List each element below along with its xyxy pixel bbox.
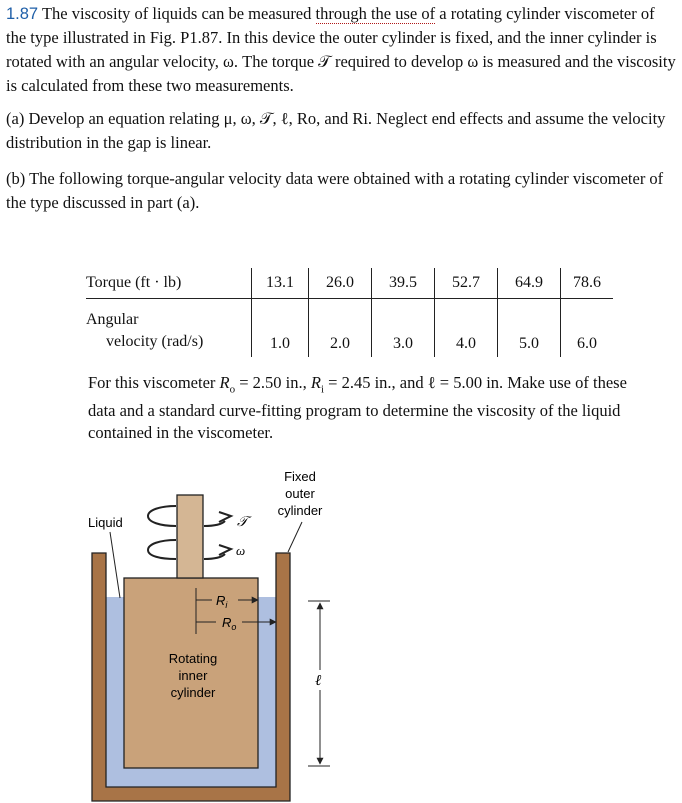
note-text-3: = 2.45 in., and ℓ = 5.00 in. Make use of these data and a standard curve-fitting program to determine the viscosity of the liquid contained in the viscometer. <box>88 373 627 443</box>
viscometer-figure <box>0 460 682 803</box>
note-text-1: For this viscometer <box>88 373 220 392</box>
ro-label: $R_o$ <box>222 615 237 632</box>
omega-symbol: ω <box>236 543 246 558</box>
problem-intro <box>6 2 678 98</box>
inner-label-3: cylinder <box>170 685 216 700</box>
intro-text-pre: The viscosity of liquids can be measured <box>41 4 316 23</box>
velocity-cell: 3.0 <box>372 299 435 358</box>
torque-symbol: 𝒯 <box>237 515 248 530</box>
viscometer-note <box>88 372 628 444</box>
liquid-leader <box>110 532 120 598</box>
torque-cell: 64.9 <box>498 268 561 299</box>
problem-number: 1.87 <box>6 5 39 23</box>
velocity-cell: 4.0 <box>435 299 498 358</box>
inner-label-1: Rotating <box>168 651 218 666</box>
velocity-cell: 2.0 <box>309 299 372 358</box>
torque-cell: 39.5 <box>372 268 435 299</box>
velocity-cell: 1.0 <box>252 299 309 358</box>
velocity-cell: 5.0 <box>498 299 561 358</box>
note-ro-symbol: R <box>219 373 230 392</box>
shaft <box>177 495 203 578</box>
intro-text-post: a rotating cylinder viscometer of the type illustrated in Fig. P1.87. In this device the outer cylinder is fixed, and the inner cylinder is rotated with an angular velocity, ω. The torque 𝒯 required to develop ω is measured and the viscosity is calculated from these two measurements. <box>6 4 676 95</box>
part-b: (b) The following torque-angular velocity data were obtained with a rotating cylinder viscometer of the type discussed in part (a). <box>6 169 664 212</box>
part-a: (a) Develop an equation relating μ, ω, 𝒯, ℓ, Ro, and Ri. Neglect end effects and assume the velocity distribution in the gap is linear. <box>6 109 666 152</box>
outer-leader <box>288 522 302 552</box>
velocity-label-line2: velocity (rad/s) <box>106 333 204 350</box>
note-text-2: = 2.50 in., <box>235 373 311 392</box>
intro-text-dotted[interactable]: through the use of <box>315 4 436 23</box>
outer-label-3: cylinder <box>277 503 323 518</box>
inner-label-2: inner <box>178 668 208 683</box>
length-symbol: ℓ <box>315 673 322 689</box>
velocity-row <box>86 299 613 358</box>
torque-cell: 26.0 <box>309 268 372 299</box>
torque-arrowhead <box>219 512 231 522</box>
velocity-label <box>86 299 252 358</box>
note-ri-symbol: R <box>310 373 321 392</box>
ri-label: $R_i$ <box>216 593 228 610</box>
torque-cell: 52.7 <box>435 268 498 299</box>
liquid-label: Liquid <box>88 515 123 530</box>
outer-label-2: outer <box>285 486 315 501</box>
torque-cell: 78.6 <box>561 268 614 299</box>
torque-cell: 13.1 <box>252 268 309 299</box>
torque-label: Torque (ft · lb) <box>86 268 252 299</box>
velocity-label-line1: Angular <box>86 311 139 328</box>
torque-row <box>86 268 613 299</box>
note-ro-sub: o <box>229 383 236 396</box>
velocity-cell: 6.0 <box>561 299 614 358</box>
note-ri-sub: i <box>320 383 325 396</box>
outer-label-1: Fixed <box>284 469 316 484</box>
data-table <box>86 268 613 357</box>
omega-arrowhead <box>219 545 231 555</box>
